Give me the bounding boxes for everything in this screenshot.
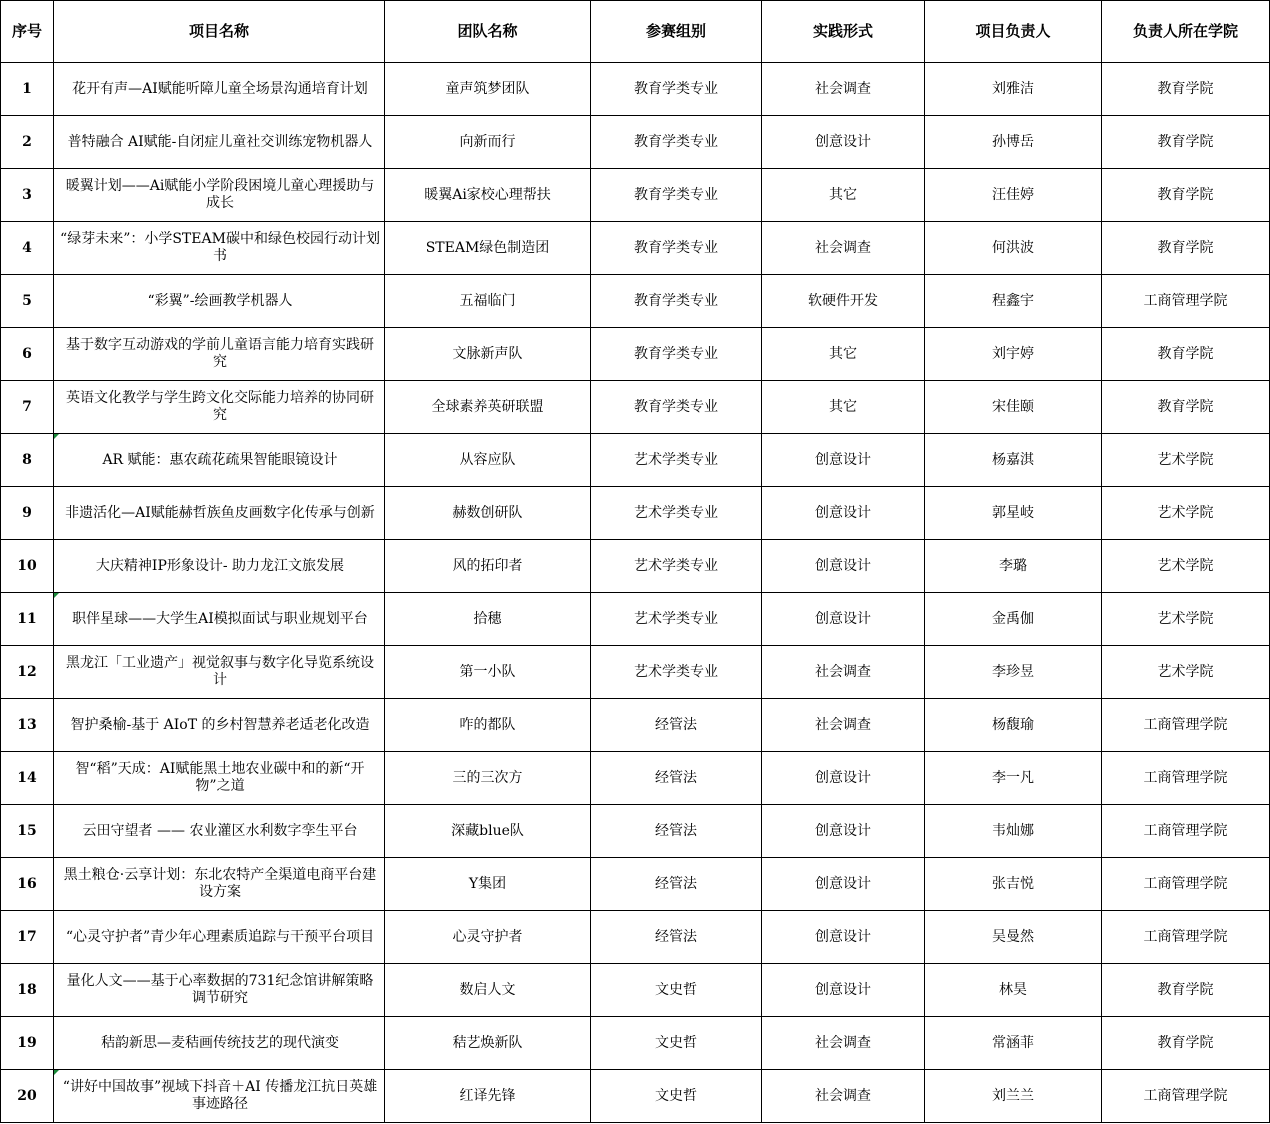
leader-cell: 李一凡 [925,752,1102,805]
header-idx: 序号 [1,1,54,63]
team-name-cell: 咋的都队 [385,699,591,752]
comment-flag-icon [54,434,59,439]
idx-cell: 20 [1,1070,54,1123]
project-name-cell [54,805,385,858]
project-name-cell [54,434,385,487]
table-row [1,434,1270,487]
leader-cell: 郭星岐 [925,487,1102,540]
project-name-cell [54,116,385,169]
header-form: 实践形式 [762,1,925,63]
table-row [1,222,1270,275]
project-name-cell [54,646,385,699]
idx-cell: 2 [1,116,54,169]
table-row [1,63,1270,116]
team-name-cell: 风的拓印者 [385,540,591,593]
leader-cell: 韦灿娜 [925,805,1102,858]
college-cell: 工商管理学院 [1102,1070,1270,1123]
team-name-cell: 秸艺焕新队 [385,1017,591,1070]
table-row [1,169,1270,222]
practice-form-cell: 其它 [762,381,925,434]
leader-cell: 李珍昱 [925,646,1102,699]
college-cell: 教育学院 [1102,169,1270,222]
project-name-text: 花开有声—AI赋能听障儿童全场景沟通培育计划 [72,80,368,97]
leader-cell: 刘宇婷 [925,328,1102,381]
idx-cell: 12 [1,646,54,699]
college-cell: 工商管理学院 [1102,752,1270,805]
practice-form-cell: 创意设计 [762,434,925,487]
table-row [1,116,1270,169]
group-cell: 文史哲 [591,1070,762,1123]
table-row [1,964,1270,1017]
practice-form-cell: 其它 [762,169,925,222]
project-name-text: 基于数字互动游戏的学前儿童语言能力培育实践研究 [66,337,374,370]
table-row [1,646,1270,699]
project-name-text: 大庆精神IP形象设计- 助力龙江文旅发展 [95,557,345,574]
team-name-cell: 全球素养英研联盟 [385,381,591,434]
idx-cell: 9 [1,487,54,540]
practice-form-cell: 创意设计 [762,964,925,1017]
college-cell: 艺术学院 [1102,540,1270,593]
team-name-cell: 三的三次方 [385,752,591,805]
group-cell: 教育学类专业 [591,116,762,169]
header-row [1,1,1270,63]
leader-cell: 刘兰兰 [925,1070,1102,1123]
team-name-cell: 数启人文 [385,964,591,1017]
group-cell: 艺术学类专业 [591,646,762,699]
group-cell: 艺术学类专业 [591,434,762,487]
leader-cell: 李璐 [925,540,1102,593]
practice-form-cell: 创意设计 [762,805,925,858]
table-row [1,858,1270,911]
leader-cell: 林昊 [925,964,1102,1017]
team-name-cell: 童声筑梦团队 [385,63,591,116]
team-name-cell: 文脉新声队 [385,328,591,381]
college-cell: 教育学院 [1102,1017,1270,1070]
practice-form-cell: 创意设计 [762,593,925,646]
group-cell: 艺术学类专业 [591,487,762,540]
idx-cell: 5 [1,275,54,328]
idx-cell: 16 [1,858,54,911]
header-team: 团队名称 [385,1,591,63]
project-name-cell [54,752,385,805]
practice-form-cell: 社会调查 [762,1070,925,1123]
practice-form-cell: 社会调查 [762,63,925,116]
college-cell: 艺术学院 [1102,646,1270,699]
group-cell: 文史哲 [591,1017,762,1070]
idx-cell: 10 [1,540,54,593]
project-name-text: 黑土粮仓·云享计划：东北农特产全渠道电商平台建设方案 [63,867,377,900]
project-name-cell [54,1070,385,1123]
comment-flag-icon [54,593,59,598]
comment-flag-icon [54,1070,59,1075]
table-row [1,1070,1270,1123]
team-name-cell: 拾穗 [385,593,591,646]
project-name-cell [54,911,385,964]
college-cell: 教育学院 [1102,964,1270,1017]
college-cell: 艺术学院 [1102,434,1270,487]
idx-cell: 15 [1,805,54,858]
project-name-cell [54,593,385,646]
college-cell: 教育学院 [1102,222,1270,275]
header-group: 参赛组别 [591,1,762,63]
practice-form-cell: 创意设计 [762,116,925,169]
team-name-cell: 五福临门 [385,275,591,328]
header-project: 项目名称 [54,1,385,63]
practice-form-cell: 社会调查 [762,646,925,699]
project-name-text: “绿芽未来”：小学STEAM碳中和绿色校园行动计划书 [60,231,380,264]
college-cell: 工商管理学院 [1102,275,1270,328]
practice-form-cell: 社会调查 [762,222,925,275]
project-name-text: 量化人文——基于心率数据的731纪念馆讲解策略调节研究 [66,973,374,1006]
leader-cell: 孙博岳 [925,116,1102,169]
table-row [1,699,1270,752]
table-row [1,540,1270,593]
project-name-text: 云田守望者 —— 农业灌区水利数字孪生平台 [82,822,358,839]
project-name-text: 职伴星球——大学生AI模拟面试与职业规划平台 [72,610,368,627]
group-cell: 经管法 [591,911,762,964]
idx-cell: 11 [1,593,54,646]
college-cell: 教育学院 [1102,381,1270,434]
project-name-text: 智“稻”天成：AI赋能黑土地农业碳中和的新“开物”之道 [75,761,365,794]
leader-cell: 杨馥瑜 [925,699,1102,752]
project-name-text: 普特融合 AI赋能-自闭症儿童社交训练宠物机器人 [67,133,373,150]
idx-cell: 1 [1,63,54,116]
project-name-cell [54,275,385,328]
practice-form-cell: 其它 [762,328,925,381]
practice-form-cell: 社会调查 [762,1017,925,1070]
leader-cell: 杨嘉淇 [925,434,1102,487]
team-name-cell: 赫数创研队 [385,487,591,540]
team-name-cell: 第一小队 [385,646,591,699]
leader-cell: 吴曼然 [925,911,1102,964]
team-name-cell: 心灵守护者 [385,911,591,964]
group-cell: 艺术学类专业 [591,540,762,593]
college-cell: 教育学院 [1102,63,1270,116]
practice-form-cell: 创意设计 [762,540,925,593]
idx-cell: 14 [1,752,54,805]
group-cell: 经管法 [591,752,762,805]
leader-cell: 常涵菲 [925,1017,1102,1070]
idx-cell: 6 [1,328,54,381]
team-name-cell: 向新而行 [385,116,591,169]
idx-cell: 3 [1,169,54,222]
project-name-cell [54,222,385,275]
table-row [1,275,1270,328]
team-name-cell: 深藏blue队 [385,805,591,858]
table-row [1,381,1270,434]
college-cell: 工商管理学院 [1102,911,1270,964]
project-name-text: 非遗活化—AI赋能赫哲族鱼皮画数字化传承与创新 [65,504,375,521]
idx-cell: 18 [1,964,54,1017]
college-cell: 教育学院 [1102,116,1270,169]
project-name-cell [54,381,385,434]
group-cell: 教育学类专业 [591,63,762,116]
header-leader: 项目负责人 [925,1,1102,63]
idx-cell: 19 [1,1017,54,1070]
project-name-text: 英语文化教学与学生跨文化交际能力培养的协同研究 [66,390,374,423]
project-name-text: 暖翼计划——Ai赋能小学阶段困境儿童心理援助与成长 [65,178,375,211]
project-name-cell [54,1017,385,1070]
practice-form-cell: 软硬件开发 [762,275,925,328]
group-cell: 经管法 [591,858,762,911]
header-college: 负责人所在学院 [1102,1,1270,63]
group-cell: 教育学类专业 [591,169,762,222]
group-cell: 经管法 [591,805,762,858]
practice-form-cell: 创意设计 [762,858,925,911]
practice-form-cell: 创意设计 [762,487,925,540]
group-cell: 艺术学类专业 [591,593,762,646]
group-cell: 教育学类专业 [591,381,762,434]
project-name-text: 黑龙江「工业遗产」视觉叙事与数字化导览系统设计 [66,655,374,688]
project-name-text: 智护桑榆-基于 AIoT 的乡村智慧养老适老化改造 [70,716,370,733]
project-name-cell [54,63,385,116]
leader-cell: 汪佳婷 [925,169,1102,222]
project-name-text: 秸韵新思—麦秸画传统技艺的现代演变 [101,1034,339,1051]
table-row [1,1017,1270,1070]
idx-cell: 7 [1,381,54,434]
project-name-cell [54,487,385,540]
college-cell: 工商管理学院 [1102,699,1270,752]
college-cell: 工商管理学院 [1102,858,1270,911]
idx-cell: 4 [1,222,54,275]
practice-form-cell: 创意设计 [762,752,925,805]
project-name-cell [54,699,385,752]
team-name-cell: 红译先锋 [385,1070,591,1123]
college-cell: 工商管理学院 [1102,805,1270,858]
college-cell: 教育学院 [1102,328,1270,381]
project-name-cell [54,964,385,1017]
leader-cell: 宋佳颐 [925,381,1102,434]
project-name-cell [54,858,385,911]
idx-cell: 17 [1,911,54,964]
table-row [1,328,1270,381]
project-name-cell [54,540,385,593]
team-name-cell: 从容应队 [385,434,591,487]
project-name-text: “讲好中国故事”视域下抖音＋AI 传播龙江抗日英雄事迹路径 [62,1079,378,1112]
leader-cell: 张吉悦 [925,858,1102,911]
table-row [1,487,1270,540]
group-cell: 文史哲 [591,964,762,1017]
project-name-text: “心灵守护者”青少年心理素质追踪与干预平台项目 [65,928,375,945]
team-name-cell: 暖翼Ai家校心理帮扶 [385,169,591,222]
practice-form-cell: 创意设计 [762,911,925,964]
project-name-cell [54,169,385,222]
project-name-text: “彩翼”-绘画教学机器人 [147,292,293,309]
group-cell: 教育学类专业 [591,222,762,275]
leader-cell: 何洪波 [925,222,1102,275]
team-name-cell: Y集团 [385,858,591,911]
group-cell: 经管法 [591,699,762,752]
project-name-cell [54,328,385,381]
college-cell: 艺术学院 [1102,593,1270,646]
group-cell: 教育学类专业 [591,328,762,381]
idx-cell: 13 [1,699,54,752]
table-row [1,911,1270,964]
leader-cell: 刘雅洁 [925,63,1102,116]
leader-cell: 金禹伽 [925,593,1102,646]
project-name-text: AR 赋能：惠农疏花疏果智能眼镜设计 [102,451,338,468]
practice-form-cell: 社会调查 [762,699,925,752]
table-row [1,805,1270,858]
table-row [1,752,1270,805]
team-name-cell: STEAM绿色制造团 [385,222,591,275]
leader-cell: 程鑫宇 [925,275,1102,328]
idx-cell: 8 [1,434,54,487]
college-cell: 艺术学院 [1102,487,1270,540]
group-cell: 教育学类专业 [591,275,762,328]
table-row [1,593,1270,646]
